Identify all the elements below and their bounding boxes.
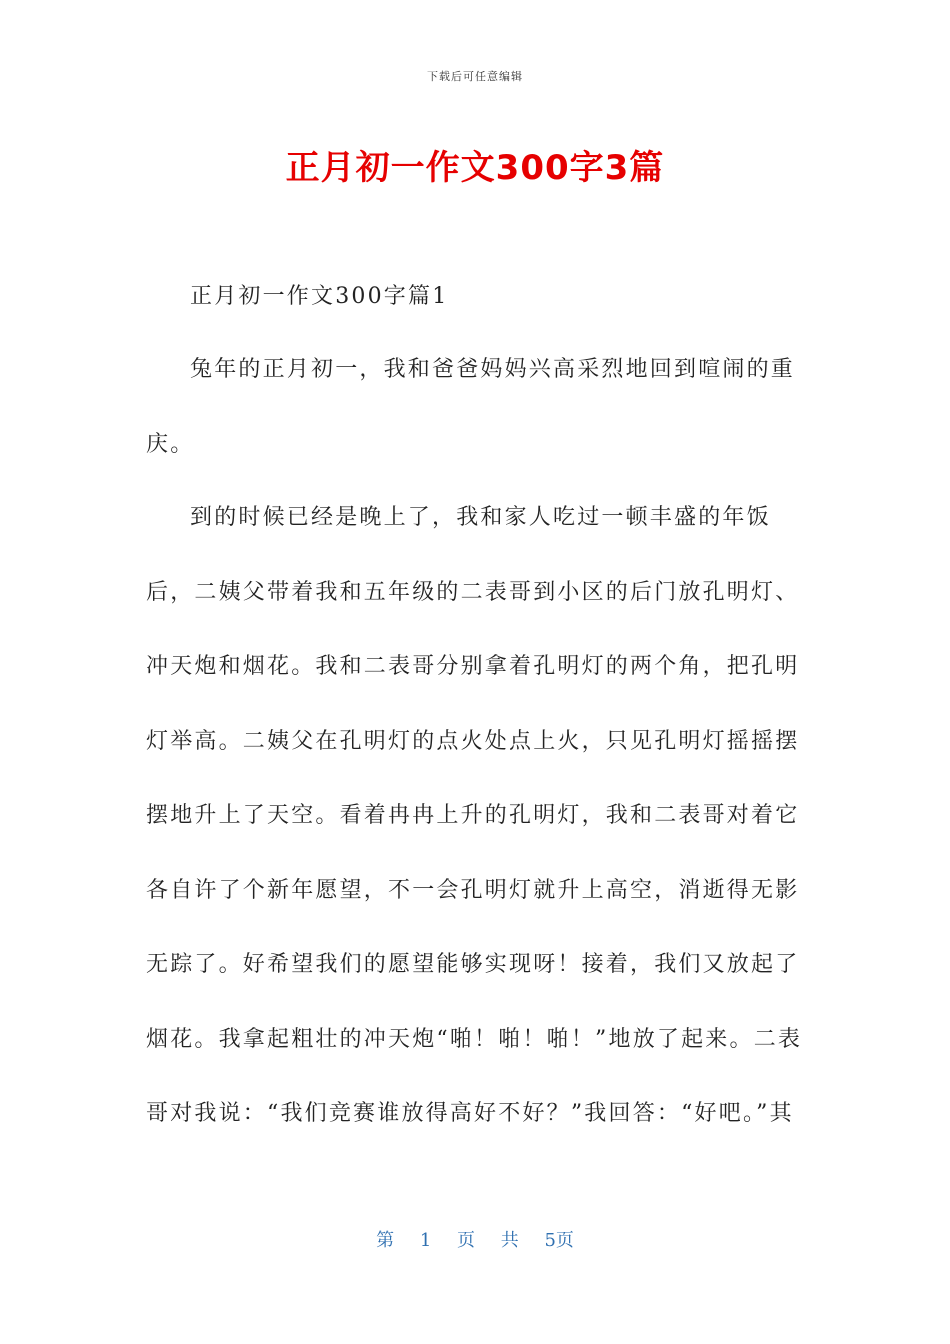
footer-page-label: 第 [376,1230,395,1251]
paragraph-1 [146,333,806,482]
header-note: 下载后可任意编辑 [427,70,523,83]
footer-total-pages: 5页 [544,1230,574,1251]
section-heading-text: 正月初一作文300字篇1 [190,284,449,309]
footer-page-number: 1 [419,1230,432,1251]
section-heading [146,260,806,335]
paragraph-2 [146,481,806,1152]
document-title: 正月初一作文300字3篇 [285,148,665,188]
paragraph-1-text: 兔年的正月初一，我和爸爸妈妈兴高采烈地回到喧闹的重庆。 [146,357,796,457]
footer-total-label: 共 [500,1230,519,1251]
footer-page-unit: 页 [457,1230,475,1251]
paragraph-2-text: 到的时候已经是晚上了，我和家人吃过一顿丰盛的年饭后，二姨父带着我和五年级的二表哥到小区的后门放孔明灯、冲天炮和烟花。我和二表哥分别拿着孔明灯的两个角，把孔明灯举高。二姨父在孔明灯的点火处点上火，只见孔明灯摇摇摆摆地升上了天空。看着冉冉上升的孔明灯，我和二表哥对着它各自许了个新年愿望，不一会孔明灯就升上高空，消逝得无影无踪了。好希望我们的愿望能够实现呀！接着，我们又放起了烟花。我拿起粗壮的冲天炮“啪！啪！啪！”地放了起来。二表哥对我说：“我们竞赛谁放得高好不好？”我回答：“好吧。”其 [146,505,803,1126]
page-footer [0,1226,950,1252]
